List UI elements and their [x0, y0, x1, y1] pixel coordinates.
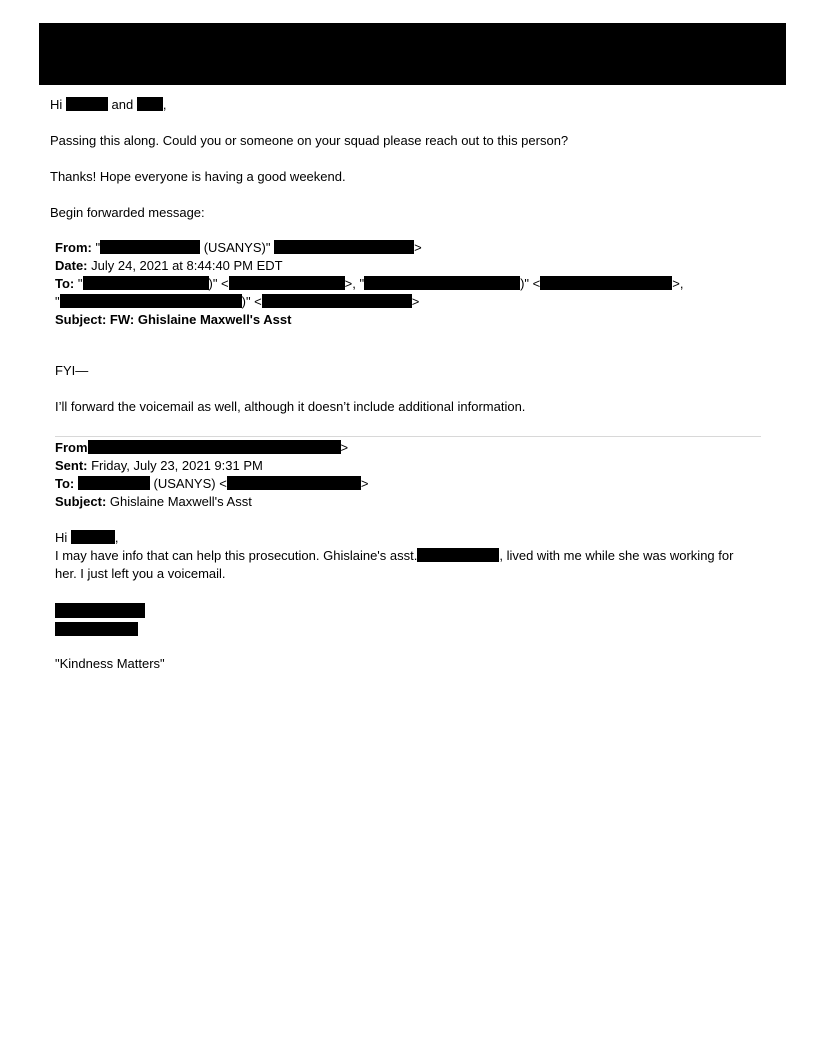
to-sep: )" < [520, 276, 541, 291]
fwd-subject-line [55, 312, 291, 328]
divider [55, 436, 761, 437]
redacted-name [83, 276, 209, 290]
signoff-quote: "Kindness Matters" [55, 656, 165, 671]
orig-from-label: From [55, 440, 88, 455]
orig-greeting [55, 530, 119, 546]
redacted-email [229, 276, 345, 290]
quote: " [55, 294, 60, 309]
fwd-to-line [55, 276, 683, 292]
orig-to-line [55, 476, 368, 492]
signature-redaction [55, 622, 138, 636]
to-sep: )" < [208, 276, 229, 291]
redacted-name [417, 548, 499, 562]
redacted-email [262, 294, 412, 308]
redacted-name [71, 530, 115, 544]
fwd-subject-label: Subject: [55, 312, 107, 327]
greeting-comma: , [162, 97, 167, 112]
redacted-name [100, 240, 200, 254]
quote: " [95, 240, 101, 255]
orig-subject-label: Subject: [55, 494, 107, 509]
orig-sent-value: Friday, July 23, 2021 9:31 PM [87, 458, 263, 473]
message-voicemail: I’ll forward the voicemail as well, although it doesn’t include additional information. [55, 399, 526, 414]
redacted-email [274, 240, 414, 254]
body-passing: Passing this along. Could you or someone on your squad please reach out to this person? [50, 133, 569, 148]
redacted-name [137, 97, 163, 111]
orig-to-org: (USANYS) < [149, 476, 227, 491]
redacted-name [364, 276, 520, 290]
orig-sent-label: Sent: [55, 458, 88, 473]
body-begin-forwarded: Begin forwarded message: [50, 205, 205, 220]
body-thanks: Thanks! Hope everyone is having a good weekend. [50, 169, 346, 184]
signature-redaction [55, 603, 145, 618]
greeting-hi: Hi [50, 97, 63, 112]
fwd-from-label: From: [55, 240, 92, 255]
redacted-name [60, 294, 242, 308]
fwd-from-line [55, 240, 422, 256]
orig-body-line-2: her. I just left you a voicemail. [55, 566, 226, 581]
redacted-email [540, 276, 672, 290]
to-sep: )" < [241, 294, 262, 309]
quote: " [77, 276, 83, 291]
orig-body-text: , lived with me while she was working for [499, 548, 734, 563]
orig-body-line-1 [55, 548, 733, 564]
orig-to-label: To: [55, 476, 75, 491]
fwd-to-line-2 [55, 294, 419, 310]
angle-close: > [414, 240, 422, 255]
redacted-email [227, 476, 361, 490]
angle-close: > [340, 440, 349, 455]
header-redaction-bar [39, 23, 786, 85]
orig-subject-value: Ghislaine Maxwell's Asst [106, 494, 252, 509]
redacted-name [78, 476, 150, 490]
greeting-and: and [111, 97, 134, 112]
angle-close: > [360, 476, 369, 491]
greeting-line [50, 97, 166, 113]
to-sep: >, [672, 276, 684, 291]
redacted-email [88, 440, 341, 454]
orig-comma: , [114, 530, 119, 545]
message-fyi: FYI— [55, 363, 89, 378]
fwd-from-org: (USANYS)" [200, 240, 271, 255]
orig-sent-line [55, 458, 263, 474]
orig-from-line [55, 440, 348, 456]
fwd-date-line [55, 258, 283, 274]
to-sep: >, " [344, 276, 365, 291]
orig-body-text: I may have info that can help this prosecution. Ghislaine's asst. [55, 548, 418, 563]
orig-hi: Hi [55, 530, 68, 545]
fwd-subject-value: FW: Ghislaine Maxwell's Asst [106, 312, 292, 327]
redacted-name [66, 97, 108, 111]
orig-subject-line [55, 494, 252, 510]
fwd-to-label: To: [55, 276, 75, 291]
fwd-date-label: Date: [55, 258, 88, 273]
angle-close: > [411, 294, 420, 309]
fwd-date-value: July 24, 2021 at 8:44:40 PM EDT [87, 258, 283, 273]
